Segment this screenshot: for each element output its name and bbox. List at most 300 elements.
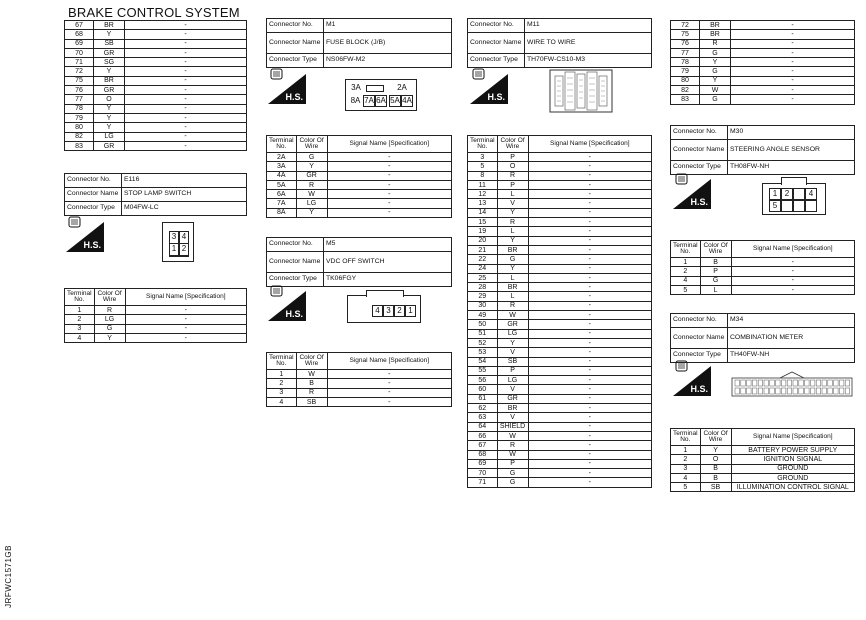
wire-color: V	[497, 385, 528, 394]
wire-color: R	[296, 388, 327, 397]
table-row	[267, 388, 452, 397]
table-row	[65, 67, 247, 76]
wire-color: V	[497, 348, 528, 357]
terminal-no: 30	[468, 301, 498, 310]
wire-color: Y	[296, 162, 327, 171]
signal-name: -	[125, 76, 247, 85]
wire-color: GR	[94, 141, 125, 150]
table-row	[468, 413, 652, 422]
terminal-no: 5A	[267, 180, 297, 189]
signal-name: -	[327, 208, 451, 217]
signal-name: -	[125, 315, 246, 324]
signal-name: -	[528, 255, 651, 264]
wire-color: G	[700, 67, 731, 76]
wire-color: G	[700, 276, 731, 285]
signal-name: -	[528, 236, 651, 245]
connector-diagram-m1: 3A 2A 8A 7A 6A 5A 4A	[345, 79, 417, 111]
signal-name: -	[528, 218, 651, 227]
terminal-no: 3	[671, 464, 701, 473]
table-row	[671, 464, 855, 473]
terminal-no: 79	[671, 67, 700, 76]
wire-color: SG	[94, 58, 125, 67]
signal-name: -	[125, 306, 246, 315]
terminal-no: 68	[468, 450, 498, 459]
wire-color: B	[700, 473, 731, 482]
wire-color: SB	[94, 39, 125, 48]
table-row	[468, 162, 652, 171]
terminal-no: 78	[65, 104, 94, 113]
wire-color: G	[296, 153, 327, 162]
table-row	[671, 30, 855, 39]
terminal-header: Terminal No.	[468, 136, 498, 153]
wire-color: Y	[700, 58, 731, 67]
signal-name: -	[528, 450, 651, 459]
table-row	[468, 338, 652, 347]
table-row	[468, 441, 652, 450]
signal-name: -	[528, 376, 651, 385]
wire-color: P	[497, 366, 528, 375]
table-row	[468, 357, 652, 366]
terminal-no: 1	[267, 370, 297, 379]
table-row	[65, 324, 247, 333]
wire-color: R	[497, 171, 528, 180]
terminal-no: 71	[65, 58, 94, 67]
signal-name: -	[528, 320, 651, 329]
color-header: Color Of Wire	[700, 241, 731, 258]
terminal-no: 69	[65, 39, 94, 48]
table-row	[267, 180, 452, 189]
wire-color: W	[296, 370, 327, 379]
terminal-no: 11	[468, 180, 498, 189]
table-row	[468, 199, 652, 208]
wire-color: Y	[497, 208, 528, 217]
wire-color: B	[296, 379, 327, 388]
wire-color: BR	[700, 21, 731, 30]
terminal-no: 83	[65, 141, 94, 150]
wire-color: Y	[94, 104, 125, 113]
signal-name: -	[528, 153, 651, 162]
signal-name: -	[528, 348, 651, 357]
wire-color: G	[700, 95, 731, 104]
connector-info-m1: Connector No. M1 Connector Name FUSE BLOCK (J/B) Connector Type NS06FW-M2	[266, 18, 452, 68]
signal-header: Signal Name [Specification]	[327, 136, 451, 153]
terminal-no: 83	[671, 95, 700, 104]
signal-name: -	[731, 30, 855, 39]
signal-name: -	[528, 338, 651, 347]
table-row	[468, 190, 652, 199]
wire-color: R	[700, 39, 731, 48]
wire-color: G	[94, 324, 125, 333]
hs-harness-side-icon: H.S.	[66, 216, 104, 252]
signal-name: -	[528, 180, 651, 189]
table-row	[468, 320, 652, 329]
signal-header: Signal Name [Specification]	[327, 353, 451, 370]
signal-name: -	[528, 441, 651, 450]
table-row	[65, 95, 247, 104]
signal-name: -	[528, 385, 651, 394]
terminal-no: 2	[671, 267, 701, 276]
table-row	[65, 21, 247, 30]
terminal-header: Terminal No.	[65, 289, 95, 306]
table-row	[671, 267, 855, 276]
wire-color: Y	[700, 76, 731, 85]
signal-name: -	[731, 39, 855, 48]
wire-color: Y	[94, 123, 125, 132]
terminal-no: 69	[468, 459, 498, 468]
wire-color: GR	[497, 394, 528, 403]
table-row	[468, 273, 652, 282]
signal-name: IGNITION SIGNAL	[731, 455, 854, 464]
table-row	[671, 473, 855, 482]
table-row	[468, 469, 652, 478]
connector-diagram-m5: 4 3 2 1	[347, 295, 421, 323]
document-code: JRFWC1571GB	[4, 545, 13, 608]
connector-diagram-e116: 3 4 1 2	[162, 222, 194, 262]
wire-color: GR	[94, 48, 125, 57]
signal-name: -	[731, 58, 855, 67]
terminal-no: 2A	[267, 153, 297, 162]
terminal-no: 52	[468, 338, 498, 347]
terminal-header: Terminal No.	[267, 353, 297, 370]
terminal-no: 63	[468, 413, 498, 422]
signal-name: -	[125, 58, 247, 67]
terminal-no: 2	[65, 315, 95, 324]
signal-name: -	[327, 171, 451, 180]
terminal-no: 64	[468, 422, 498, 431]
table-row	[65, 76, 247, 85]
wire-color: Y	[700, 446, 731, 455]
table-row	[267, 162, 452, 171]
terminal-no: 72	[65, 67, 94, 76]
terminal-no: 72	[671, 21, 700, 30]
table-row	[267, 370, 452, 379]
hs-harness-side-icon: H.S.	[268, 68, 306, 104]
terminal-no: 78	[671, 58, 700, 67]
table-row	[65, 132, 247, 141]
terminal-no: 3	[267, 388, 297, 397]
table-row	[65, 113, 247, 122]
wire-color: Y	[94, 67, 125, 76]
wire-color: BR	[94, 21, 125, 30]
terminal-no: 1	[65, 306, 95, 315]
terminal-no: 56	[468, 376, 498, 385]
signal-name: -	[125, 30, 247, 39]
signal-name: -	[528, 292, 651, 301]
terminal-no: 4	[671, 276, 701, 285]
table-row	[65, 306, 247, 315]
terminal-no: 79	[65, 113, 94, 122]
table-row	[468, 264, 652, 273]
signal-name: -	[528, 422, 651, 431]
table-row	[65, 86, 247, 95]
table-row	[468, 236, 652, 245]
table-row	[468, 366, 652, 375]
signal-name: -	[528, 245, 651, 254]
wire-color: G	[700, 48, 731, 57]
table-row	[468, 227, 652, 236]
wire-color: V	[497, 199, 528, 208]
table-row	[65, 315, 247, 324]
signal-name: -	[125, 132, 247, 141]
terminal-no: 77	[671, 48, 700, 57]
wire-color: Y	[497, 264, 528, 273]
table-row	[468, 329, 652, 338]
wire-color: SB	[700, 483, 731, 492]
signal-name: -	[528, 264, 651, 273]
wire-color: LG	[497, 329, 528, 338]
table-row	[468, 376, 652, 385]
signal-name: -	[528, 311, 651, 320]
wire-color: O	[497, 162, 528, 171]
terminal-no: 71	[468, 478, 498, 487]
terminal-no: 55	[468, 366, 498, 375]
wire-color: LG	[94, 315, 125, 324]
signal-name: -	[125, 86, 247, 95]
table-row	[671, 58, 855, 67]
terminal-no: 50	[468, 320, 498, 329]
table-row	[468, 311, 652, 320]
table-row	[671, 446, 855, 455]
wire-color: R	[296, 180, 327, 189]
terminal-no: 6A	[267, 190, 297, 199]
signal-header: Signal Name [Specification]	[125, 289, 246, 306]
wire-color: BR	[497, 404, 528, 413]
wire-color: LG	[94, 132, 125, 141]
signal-name: -	[528, 273, 651, 282]
terminal-table-m11	[467, 135, 652, 488]
terminal-no: 62	[468, 404, 498, 413]
hs-harness-side-icon: H.S.	[673, 360, 711, 396]
table-row	[468, 404, 652, 413]
table-row	[267, 153, 452, 162]
connector-info-m11: Connector No. M11 Connector Name WIRE TO WIRE Connector Type TH70FW-CS10-M3	[467, 18, 652, 68]
table-row	[671, 86, 855, 95]
terminal-header: Terminal No.	[671, 429, 701, 446]
signal-name: -	[528, 431, 651, 440]
terminal-no: 3A	[267, 162, 297, 171]
signal-name: -	[528, 329, 651, 338]
table-row	[468, 431, 652, 440]
signal-name: -	[327, 397, 451, 406]
wire-color: R	[497, 218, 528, 227]
table-row	[468, 292, 652, 301]
connector-diagram-m11	[548, 66, 614, 116]
terminal-no: 22	[468, 255, 498, 264]
wire-color: V	[497, 413, 528, 422]
table-row	[65, 123, 247, 132]
wire-color: P	[497, 180, 528, 189]
signal-name: -	[327, 379, 451, 388]
wire-color: L	[497, 273, 528, 282]
signal-name: -	[528, 478, 651, 487]
wire-color: W	[700, 86, 731, 95]
wire-color: LG	[296, 199, 327, 208]
wire-color: R	[497, 301, 528, 310]
terminal-no: 54	[468, 357, 498, 366]
table-row	[267, 397, 452, 406]
signal-name: GROUND	[731, 464, 854, 473]
signal-name: -	[528, 208, 651, 217]
color-header: Color Of Wire	[296, 353, 327, 370]
terminal-no: 8A	[267, 208, 297, 217]
signal-name: -	[528, 404, 651, 413]
continued-terminal-table	[670, 20, 855, 105]
table-row	[671, 455, 855, 464]
signal-name: -	[731, 258, 854, 267]
wire-color: R	[94, 306, 125, 315]
wire-color: G	[497, 469, 528, 478]
terminal-no: 49	[468, 311, 498, 320]
table-row	[468, 171, 652, 180]
signal-name: -	[528, 190, 651, 199]
table-row	[671, 258, 855, 267]
terminal-no: 76	[671, 39, 700, 48]
hs-harness-side-icon: H.S.	[673, 173, 711, 209]
terminal-no: 4	[65, 333, 95, 342]
wire-color: Y	[94, 113, 125, 122]
terminal-table-m34	[670, 428, 855, 492]
signal-header: Signal Name [Specification]	[731, 429, 854, 446]
terminal-no: 70	[65, 48, 94, 57]
terminal-no: 15	[468, 218, 498, 227]
terminal-no: 80	[671, 76, 700, 85]
wire-color: Y	[497, 236, 528, 245]
table-row	[468, 283, 652, 292]
terminal-no: 25	[468, 273, 498, 282]
page-title: BRAKE CONTROL SYSTEM	[68, 5, 240, 20]
terminal-table-e116	[64, 288, 247, 343]
signal-name: -	[125, 324, 246, 333]
table-row	[65, 48, 247, 57]
terminal-no: 3	[65, 324, 95, 333]
wire-color: O	[700, 455, 731, 464]
hs-harness-side-icon: H.S.	[470, 68, 508, 104]
signal-name: -	[327, 199, 451, 208]
continued-terminal-table	[64, 20, 247, 151]
wire-color: P	[497, 153, 528, 162]
terminal-no: 61	[468, 394, 498, 403]
wire-color: O	[94, 95, 125, 104]
signal-name: -	[327, 180, 451, 189]
terminal-table-m1	[266, 135, 452, 218]
table-row	[65, 58, 247, 67]
table-row	[267, 379, 452, 388]
signal-name: -	[528, 413, 651, 422]
wire-color: BR	[497, 283, 528, 292]
signal-name: -	[125, 123, 247, 132]
wire-color: Y	[94, 333, 125, 342]
terminal-no: 13	[468, 199, 498, 208]
table-row	[267, 208, 452, 217]
hs-harness-side-icon: H.S.	[268, 285, 306, 321]
table-row	[468, 301, 652, 310]
signal-name: -	[528, 469, 651, 478]
signal-name: -	[125, 141, 247, 150]
terminal-no: 75	[65, 76, 94, 85]
signal-name: GROUND	[731, 473, 854, 482]
connector-info-m5: Connector No. M5 Connector Name VDC OFF SWITCH Connector Type TK06FGY	[266, 237, 452, 287]
terminal-no: 66	[468, 431, 498, 440]
signal-name: -	[528, 283, 651, 292]
terminal-no: 29	[468, 292, 498, 301]
signal-name: -	[528, 227, 651, 236]
terminal-no: 77	[65, 95, 94, 104]
wire-color: G	[497, 478, 528, 487]
signal-name: -	[125, 95, 247, 104]
signal-name: -	[528, 394, 651, 403]
table-row	[468, 394, 652, 403]
terminal-no: 12	[468, 190, 498, 199]
table-row	[468, 478, 652, 487]
terminal-no: 7A	[267, 199, 297, 208]
wire-color: BR	[94, 76, 125, 85]
signal-name: -	[528, 357, 651, 366]
signal-name: -	[528, 459, 651, 468]
table-row	[267, 171, 452, 180]
table-row	[468, 348, 652, 357]
terminal-no: 5	[671, 483, 701, 492]
table-row	[468, 255, 652, 264]
connector-info-e116: Connector No. E116 Connector Name STOP LAMP SWITCH Connector Type M04FW-LC	[64, 173, 247, 216]
connector-info-m34: Connector No. M34 Connector Name COMBINATION METER Connector Type TH40FW-NH	[670, 313, 855, 363]
wire-color: Y	[497, 338, 528, 347]
terminal-no: 1	[671, 258, 701, 267]
terminal-no: 70	[468, 469, 498, 478]
wire-color: R	[497, 441, 528, 450]
terminal-no: 2	[267, 379, 297, 388]
color-header: Color Of Wire	[94, 289, 125, 306]
wire-color: BR	[497, 245, 528, 254]
terminal-no: 1	[671, 446, 701, 455]
terminal-no: 67	[468, 441, 498, 450]
table-row	[468, 180, 652, 189]
color-header: Color Of Wire	[497, 136, 528, 153]
signal-name: -	[125, 333, 246, 342]
terminal-no: 80	[65, 123, 94, 132]
signal-name: -	[327, 162, 451, 171]
signal-name: BATTERY POWER SUPPLY	[731, 446, 854, 455]
wire-color: W	[497, 431, 528, 440]
wire-color: B	[700, 464, 731, 473]
signal-name: -	[125, 39, 247, 48]
signal-name: -	[731, 285, 854, 294]
table-row	[671, 285, 855, 294]
table-row	[468, 245, 652, 254]
table-row	[65, 141, 247, 150]
wire-color: L	[497, 227, 528, 236]
wire-color: W	[497, 311, 528, 320]
signal-name: -	[125, 113, 247, 122]
terminal-header: Terminal No.	[267, 136, 297, 153]
terminal-no: 82	[671, 86, 700, 95]
wire-color: SHIELD	[497, 422, 528, 431]
signal-name: -	[528, 162, 651, 171]
terminal-no: 53	[468, 348, 498, 357]
terminal-no: 4A	[267, 171, 297, 180]
table-row	[671, 95, 855, 104]
terminal-no: 5	[671, 285, 701, 294]
terminal-no: 28	[468, 283, 498, 292]
wire-color: Y	[296, 208, 327, 217]
wire-color: SB	[497, 357, 528, 366]
table-row	[671, 21, 855, 30]
signal-name: -	[125, 67, 247, 76]
terminal-header: Terminal No.	[671, 241, 701, 258]
table-row	[671, 483, 855, 492]
signal-name: -	[731, 86, 855, 95]
terminal-no: 67	[65, 21, 94, 30]
wire-color: GR	[94, 86, 125, 95]
